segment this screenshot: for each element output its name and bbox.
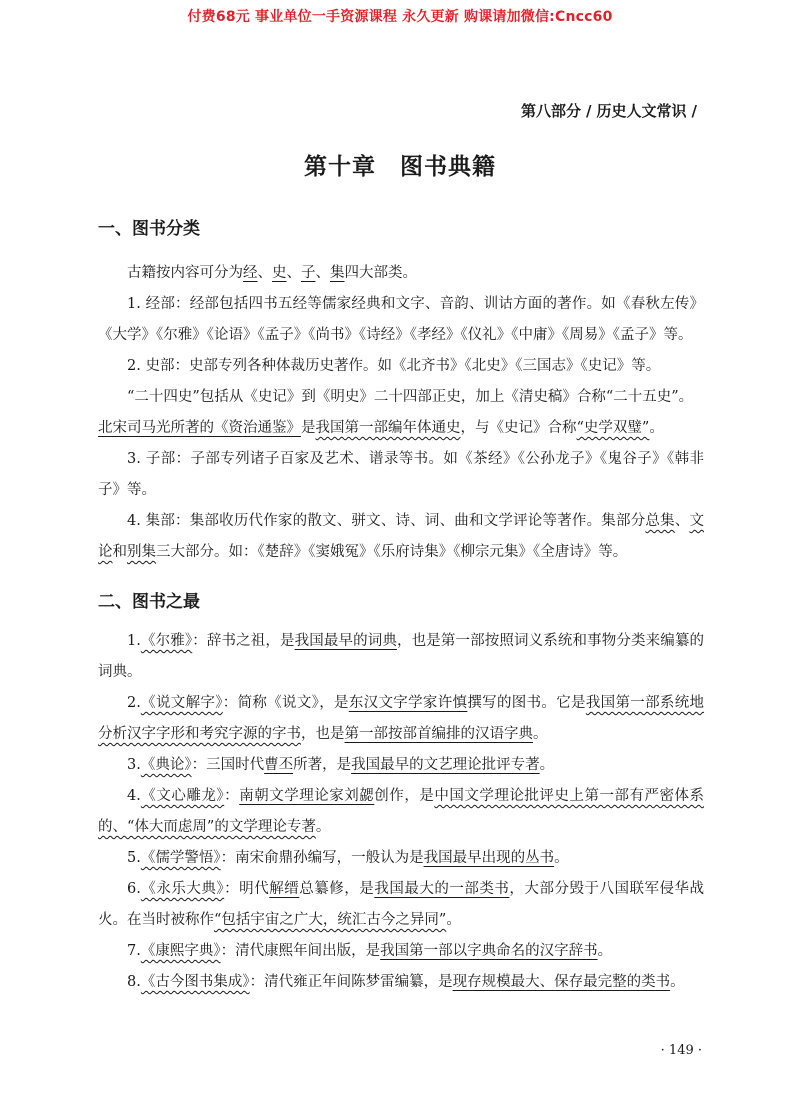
list-item-wenxindiaolong: 4.《文心雕龙》：南朝文学理论家刘勰创作，是中国文学理论批评史上第一部有严密体系的、“体大而虑周”的文学理论专著。 — [98, 788, 705, 835]
paragraph-zibu: 3. 子部：子部专列诸子百家及艺术、谱录等书。如《茶经》《公孙龙子》《鬼谷子》《韩非子》等。 — [98, 451, 704, 498]
list-item-kangxizidian: 7.《康熙字典》：清代康熙年间出版，是我国第一部以字典命名的汉字辞书。 — [127, 943, 613, 959]
running-head-part: 第八部分 — [521, 102, 582, 120]
list-item-yongledadian: 6.《永乐大典》：明代解缙总纂修，是我国最大的一部类书，大部分毁于八国联军侵华战火。在当时被称作“包括宇宙之广大，统汇古今之异同”。 — [98, 881, 705, 928]
paragraph-zizhitongjian: 北宋司马光所著的《资治通鉴》是我国第一部编年体通史，与《史记》合称“史学双璧”。 — [98, 420, 664, 436]
paragraph-intro: 古籍按内容可分为经、史、子、集四大部类。 — [127, 265, 417, 281]
section-heading-1: 一、图书分类 — [98, 219, 200, 239]
paragraph-jibu: 4. 集部：集部收历代作家的散文、骈文、诗、词、曲和文学评论等著作。集部分总集、文论和别集三大部分。如：《楚辞》《窦娥冤》《乐府诗集》《柳宗元集》《全唐诗》等。 — [98, 513, 705, 560]
running-head-title: 历史人文常识 — [596, 102, 687, 120]
paragraph-ershisishi: “二十四史”包括从《史记》到《明史》二十四部正史，加上《清史稿》合称“二十五史”。 — [127, 389, 694, 405]
running-head-sep-end: / — [691, 102, 697, 120]
running-head — [521, 100, 702, 121]
running-head-sep: / — [586, 102, 592, 120]
page-number: · 149 · — [660, 1043, 702, 1058]
list-item-ruxuejingwu: 5.《儒学警悟》：南宋俞鼎孙编写，一般认为是我国最早出现的丛书。 — [127, 850, 569, 866]
paragraph-shibu: 2. 史部：史部专列各种体裁历史著作。如《北齐书》《北史》《三国志》《史记》等。 — [127, 358, 661, 374]
list-item-erya: 1.《尔雅》：辞书之祖，是我国最早的词典，也是第一部按照词义系统和事物分类来编纂的词典。 — [98, 633, 705, 680]
section-heading-2: 二、图书之最 — [98, 592, 200, 612]
promo-banner: 付费68元 事业单位一手资源课程 永久更新 购课请加微信:Cncc60 — [187, 9, 613, 25]
list-item-dianlun: 3.《典论》：三国时代曹丕所著，是我国最早的文艺理论批评专著。 — [127, 757, 555, 773]
list-item-gujintushujicheng: 8.《古今图书集成》：清代雍正年间陈梦雷编纂，是现存规模最大、保存最完整的类书。 — [127, 974, 685, 990]
chapter-title: 第十章 图书典籍 — [304, 153, 496, 180]
paragraph-jingbu: 1. 经部：经部包括四书五经等儒家经典和文字、音韵、训诂方面的著作。如《春秋左传》《大学》《尔雅》《论语》《孟子》《尚书》《诗经》《孝经》《仪礼》《中庸》《周易》《孟子》等。 — [98, 296, 704, 343]
list-item-shuowenjiezi: 2.《说文解字》：简称《说文》，是东汉文字学家许慎撰写的图书。它是我国第一部系统地分析汉字字形和考究字源的字书，也是第一部按部首编排的汉语字典。 — [98, 695, 705, 742]
